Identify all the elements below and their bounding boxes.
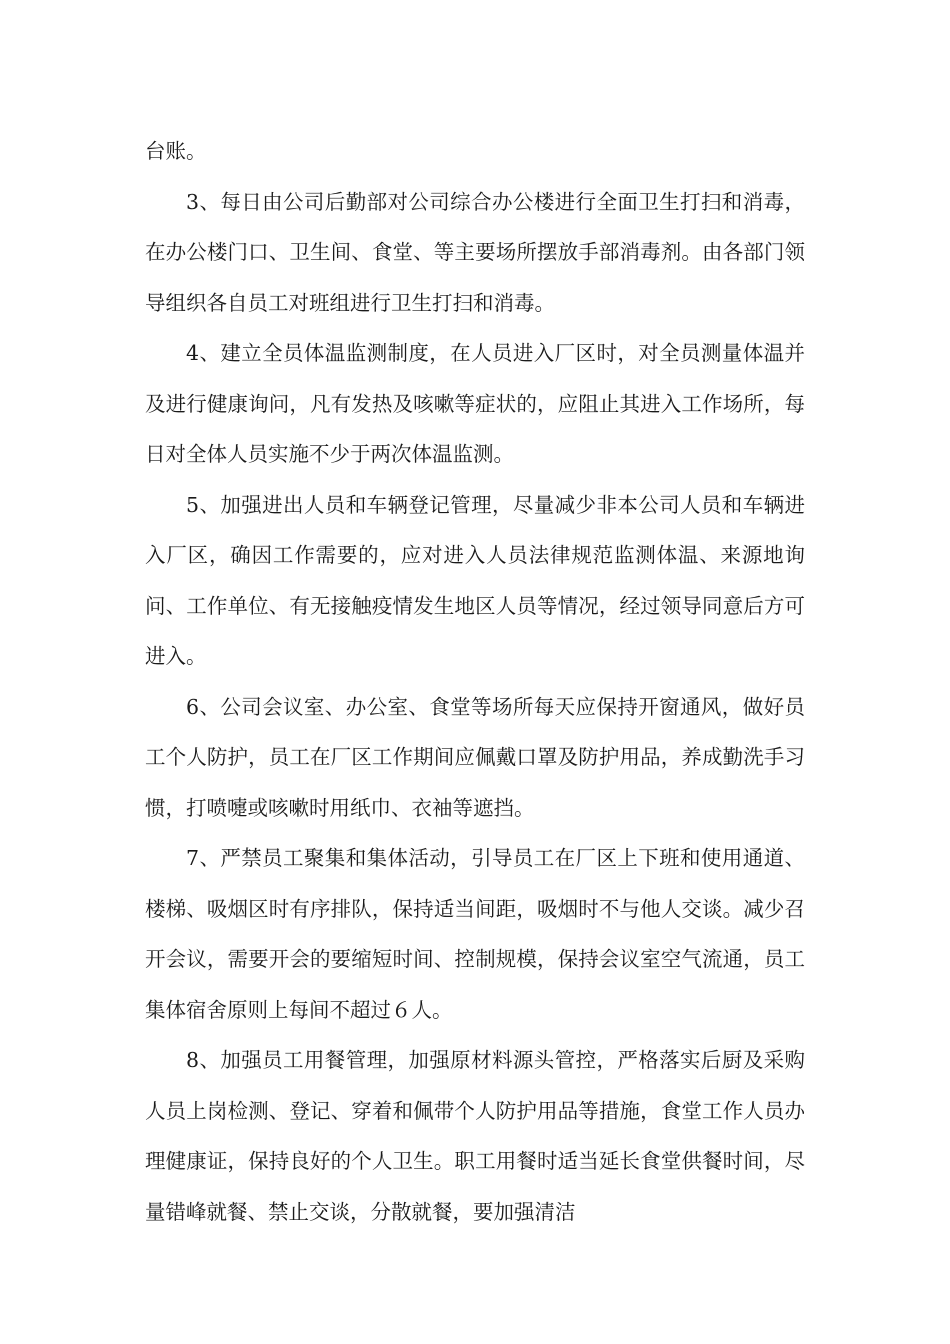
paragraph-item-5: 5、加强进出人员和车辆登记管理，尽量减少非本公司人员和车辆进入厂区，确因工作需要的，应对进入人员法律规范监测体温、来源地询问、工作单位、有无接触疫情发生地区人员等情况，经过领导同意后方可进入。 [145, 492, 805, 668]
paragraph-continuation: 台账。 [145, 139, 207, 163]
paragraph-item-4: 4、建立全员体温监测制度，在人员进入厂区时，对全员测量体温并及进行健康询问，凡有发热及咳嗽等症状的，应阻止其进入工作场所，每日对全体人员实施不少于两次体温监测。 [145, 341, 805, 466]
paragraph-item-7: 7、严禁员工聚集和集体活动，引导员工在厂区上下班和使用通道、楼梯、吸烟区时有序排队，保持适当间距，吸烟时不与他人交谈。减少召开会议，需要开会的要缩短时间、控制规模，保持会议室空气流通，员工集体宿舍原则上每间不超过６人。 [145, 846, 805, 1022]
paragraph-item-3: 3、每日由公司后勤部对公司综合办公楼进行全面卫生打扫和消毒，在办公楼门口、卫生间、食堂、等主要场所摆放手部消毒剂。由各部门领导组织各自员工对班组进行卫生打扫和消毒。 [145, 189, 805, 315]
paragraph-item-6: 6、公司会议室、办公室、食堂等场所每天应保持开窗通风，做好员工个人防护，员工在厂区工作期间应佩戴口罩及防护用品，养成勤洗手习惯，打喷嚏或咳嗽时用纸巾、衣袖等遮挡。 [145, 694, 805, 820]
paragraph-item-8: 8、加强员工用餐管理，加强原材料源头管控，严格落实后厨及采购人员上岗检测、登记、穿着和佩带个人防护用品等措施，食堂工作人员办理健康证，保持良好的个人卫生。职工用餐时适当延长食堂供餐时间，尽量错峰就餐、禁止交谈，分散就餐，要加强清洁 [145, 1048, 805, 1224]
document-page [145, 126, 805, 1237]
